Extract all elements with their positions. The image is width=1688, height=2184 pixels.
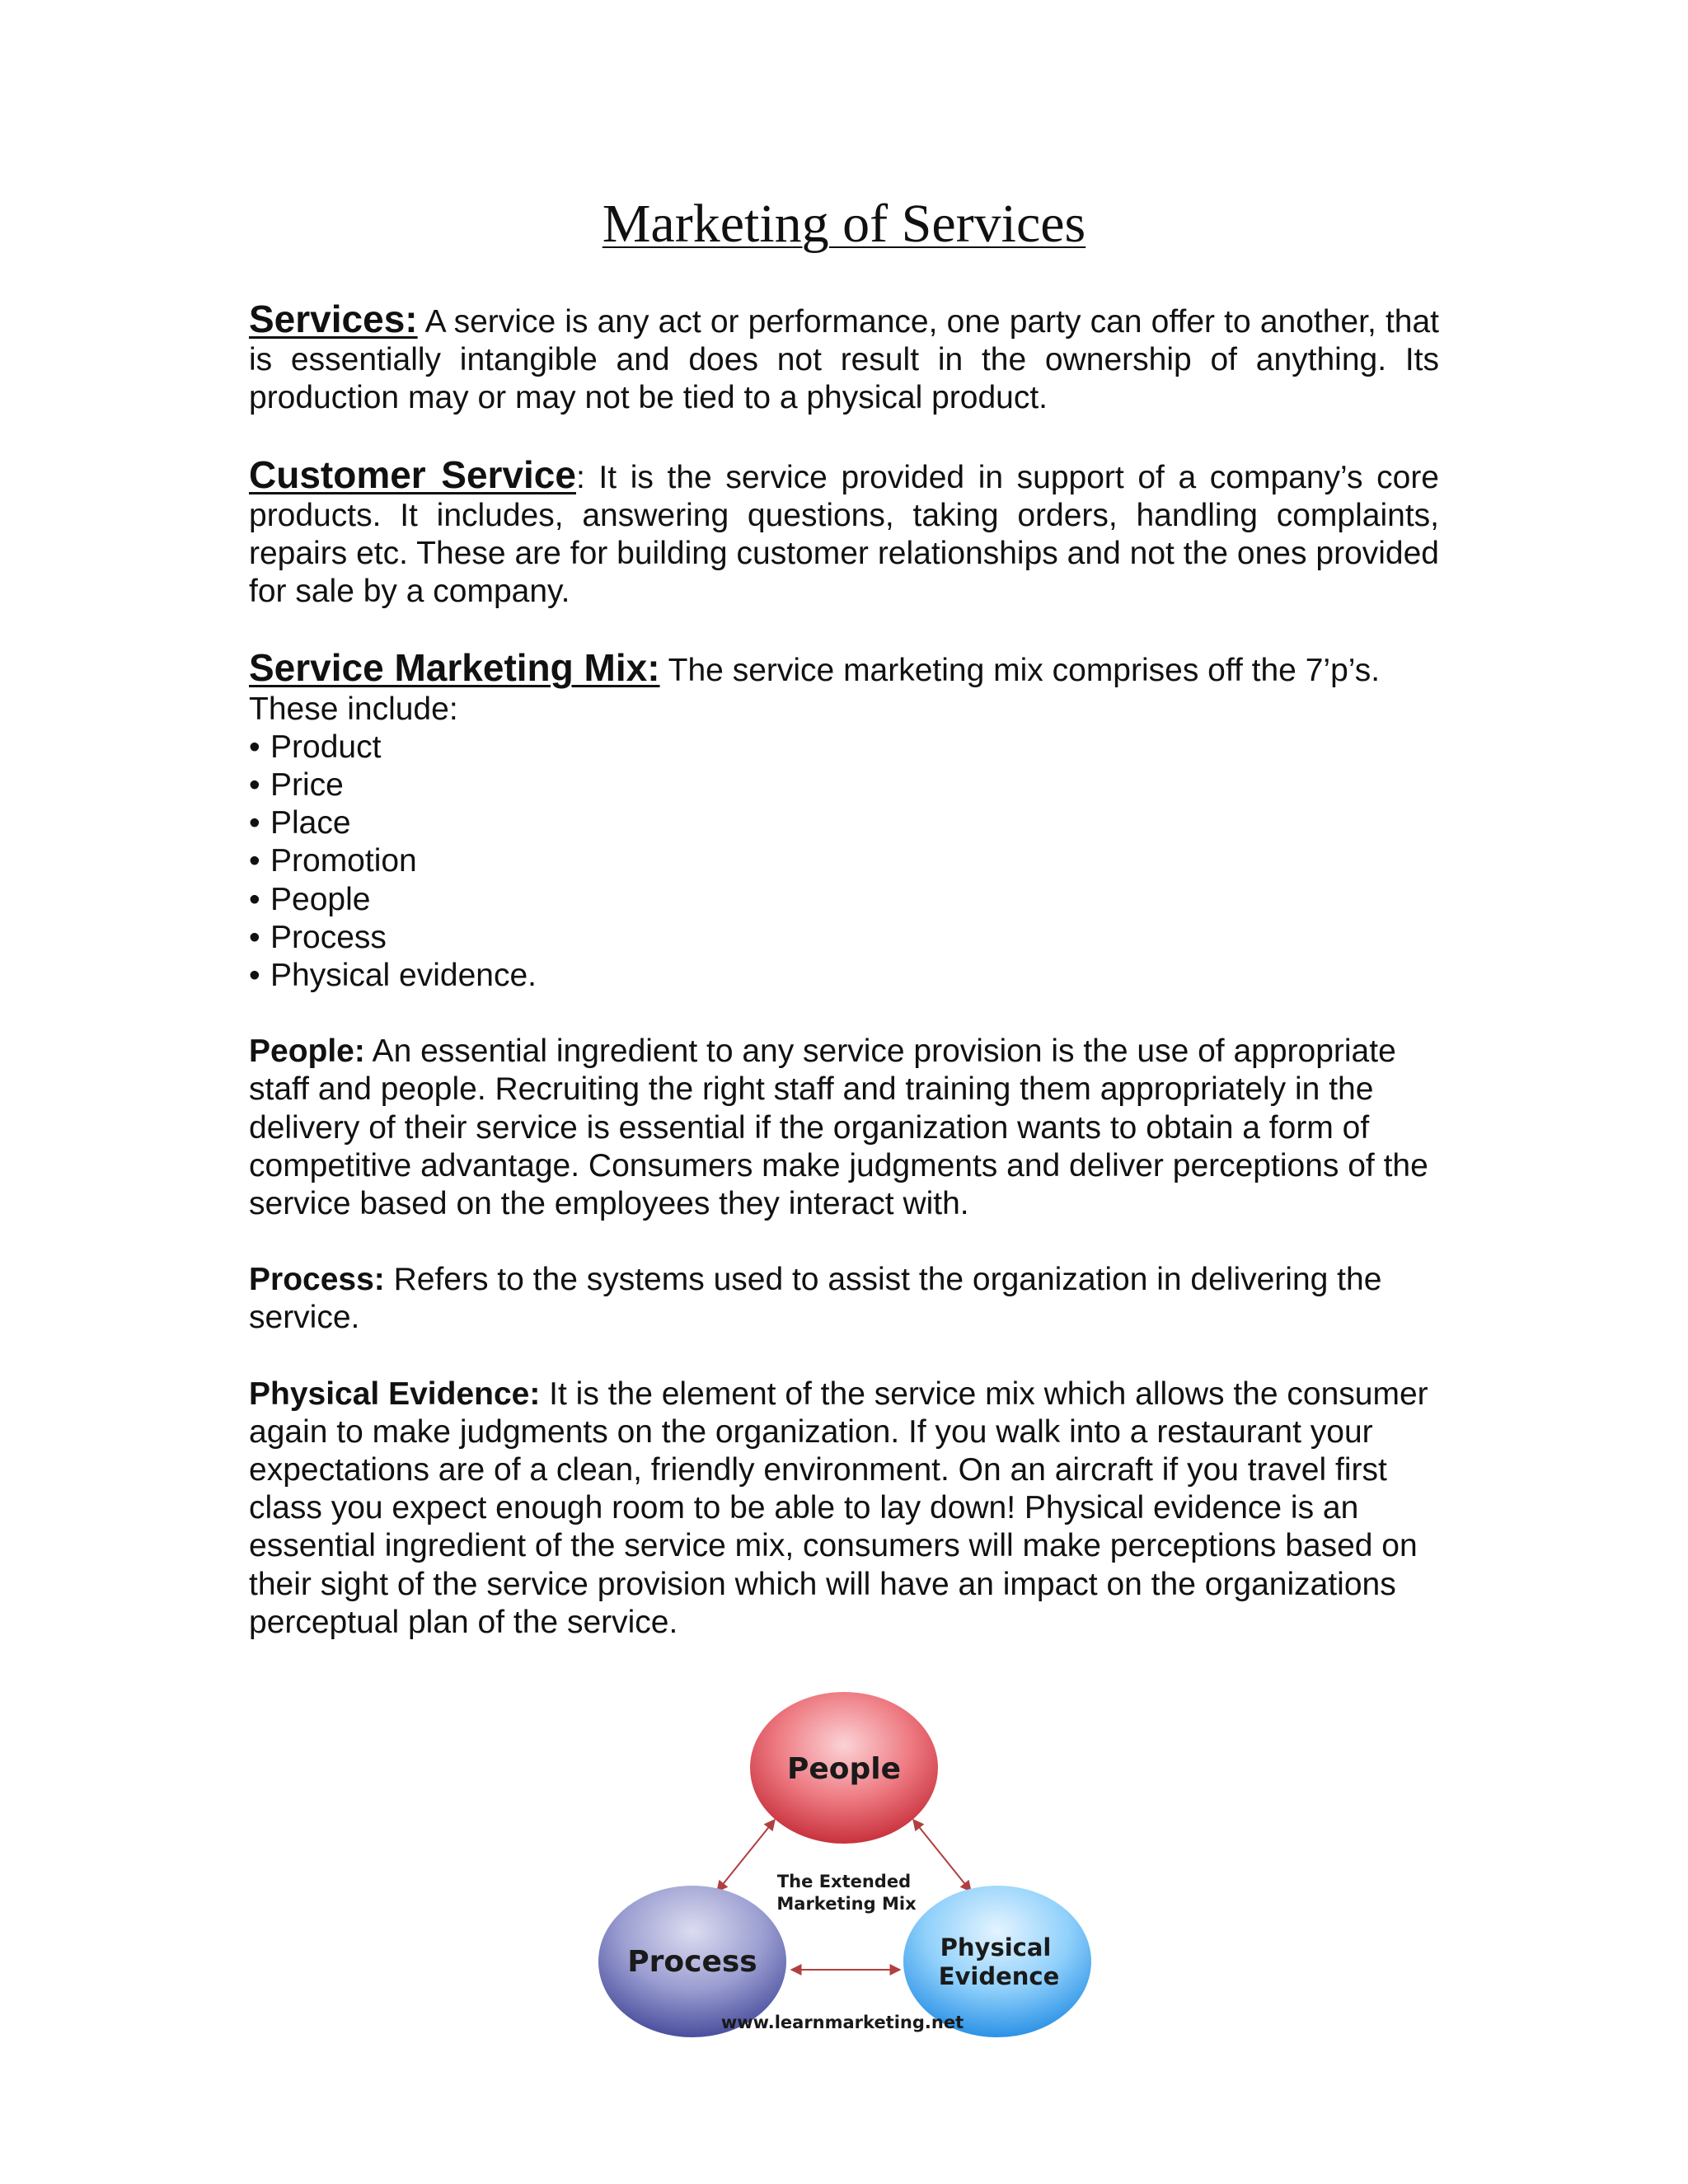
- mix-list: [249, 729, 1439, 995]
- bullet-icon: •: [249, 919, 260, 955]
- process-paragraph: [249, 1261, 1439, 1337]
- services-heading: Services:: [249, 298, 418, 340]
- customer-service-paragraph: [249, 452, 1439, 612]
- list-item: • Physical evidence.: [249, 957, 1439, 995]
- physical-evidence-text: It is the element of the service mix which allows the consumer again to make judgments on the organization. If you walk into a restaurant your expectations are of a clean, friendly environment. On an aircraft if you travel first class you expect enough room to be able to lay down! Physical evidence is an essential ingredient of the service mix, consumers will make perceptions based on their sight of the service provision which will have an impact on the organizations perceptual plan of the service.: [249, 1376, 1428, 1640]
- arrow-people-physical: [913, 1820, 971, 1891]
- physical-evidence-heading: Physical Evidence:: [249, 1376, 541, 1412]
- customer-service-text: : It is the service provided in support of a company’s core products. It includes, answering questions, taking orders, handling complaints, repairs etc. These are for building customer relationships and not the ones provided for sale by a company.: [249, 459, 1439, 610]
- list-item: • Price: [249, 766, 1439, 804]
- bullet-icon: •: [249, 729, 260, 765]
- mix-heading: Service Marketing Mix:: [249, 646, 660, 690]
- bullet-icon: •: [249, 881, 260, 917]
- process-label: Process: [627, 1945, 757, 1979]
- physical-label-line2: Evidence: [938, 1962, 1060, 1990]
- physical-label-line1: Physical: [940, 1933, 1052, 1961]
- arrow-people-process: [717, 1820, 775, 1891]
- mix-line: [249, 646, 1439, 690]
- bullet-icon: •: [249, 805, 260, 841]
- people-heading: People:: [249, 1033, 365, 1070]
- bullet-icon: •: [249, 767, 260, 804]
- mix-intro: These include:: [249, 691, 458, 727]
- source-url: www.learnmarketing.net: [720, 2013, 964, 2032]
- service-marketing-mix-section: [249, 646, 1439, 995]
- list-item: • Promotion: [249, 842, 1439, 880]
- bullet-icon: •: [249, 958, 260, 994]
- people-paragraph: [249, 1033, 1439, 1223]
- customer-service-heading: Customer Service: [249, 452, 576, 496]
- mix-text: The service marketing mix comprises off the 7’p’s.: [659, 653, 1381, 689]
- list-item: • People: [249, 881, 1439, 919]
- document-body: [249, 300, 1439, 1680]
- services-paragraph: [249, 300, 1439, 418]
- physical-evidence-paragraph: [249, 1376, 1439, 1642]
- bullet-icon: •: [249, 843, 260, 879]
- list-item: • Place: [249, 804, 1439, 842]
- services-text: A service is any act or performance, one party can offer to another, that is essentially intangible and does not result in the ownership of anything. Its production may or may not be tied to a physical product.: [249, 304, 1439, 416]
- page-title: Marketing of Services: [602, 194, 1086, 254]
- people-label: People: [786, 1752, 902, 1786]
- people-text: An essential ingredient to any service provision is the use of appropriate staff and people. Recruiting the right staff and training them appropriately in the delivery of their service is essential if the organization wants to obtain a form of competitive advantage. Consumers make judgments and deliver perceptions of the service based on the employees they interact with.: [249, 1033, 1428, 1222]
- center-label-line1: The Extended: [776, 1872, 912, 1891]
- process-heading: Process:: [249, 1262, 385, 1298]
- process-text: Refers to the systems used to assist the organization in delivering the service.: [249, 1262, 1382, 1336]
- extended-marketing-mix-diagram: [577, 1681, 1104, 2060]
- center-label-line2: Marketing Mix: [776, 1894, 917, 1914]
- list-item: • Product: [249, 729, 1439, 766]
- list-item: • Process: [249, 919, 1439, 957]
